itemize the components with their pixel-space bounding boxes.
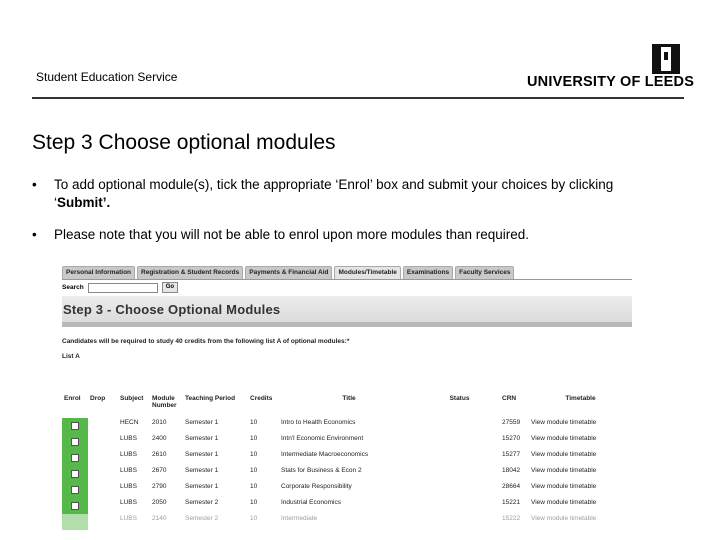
enrol-cell (62, 418, 88, 434)
table-row (62, 434, 632, 450)
banner-divider (62, 322, 632, 327)
instruction-text: Please note that you will not be able to enrol upon more modules than required. (54, 227, 530, 242)
crn-cell: 28664 (502, 483, 521, 490)
status-cell (419, 514, 500, 530)
timetable-link[interactable]: View module timetable (531, 499, 597, 506)
drop-cell (88, 418, 118, 434)
subject-cell[interactable]: HECN (120, 419, 139, 426)
credits-cell: 10 (250, 435, 258, 442)
period-cell: Semester 1 (185, 451, 219, 458)
crn-cell: 15277 (502, 451, 521, 458)
credits-cell: 10 (250, 483, 258, 490)
enrol-checkbox[interactable] (71, 502, 79, 510)
university-logo-icon (652, 44, 680, 74)
table-row (62, 498, 632, 514)
timetable-link[interactable]: View module timetable (531, 419, 597, 426)
status-cell (419, 418, 500, 434)
col-header-credits: Credits (250, 395, 273, 402)
credits-cell: 10 (250, 515, 258, 522)
bullet-icon: • (32, 227, 37, 242)
modules-table (62, 394, 632, 530)
table-row (62, 418, 632, 434)
status-cell (419, 466, 500, 482)
col-header-module-number: Module Number (152, 395, 177, 409)
status-cell (419, 482, 500, 498)
tab-faculty-services[interactable]: Faculty Services (455, 266, 514, 279)
period-cell: Semester 1 (185, 467, 219, 474)
col-header-timetable: Timetable (565, 395, 596, 402)
module-number-cell[interactable]: 2010 (152, 419, 167, 426)
nav-tabs (62, 266, 514, 279)
col-header-title: Title (342, 395, 356, 402)
subject-cell[interactable]: LUBS (120, 435, 137, 442)
table-header-row (62, 394, 632, 418)
module-number-cell[interactable]: 2610 (152, 451, 167, 458)
enrol-checkbox[interactable] (71, 470, 79, 478)
crn-cell: 15221 (502, 499, 521, 506)
crn-cell: 15270 (502, 435, 521, 442)
status-cell (419, 450, 500, 466)
instruction-item (32, 176, 672, 212)
subject-cell[interactable]: LUBS (120, 499, 137, 506)
search-label: Search (62, 284, 84, 291)
tab-bar-divider (62, 279, 632, 280)
enrol-cell (62, 498, 88, 514)
col-header-subject: Subject (120, 395, 144, 402)
page-title: Step 3 - Choose Optional Modules (63, 302, 281, 317)
tab-modules-timetable[interactable]: Modules/Timetable (334, 266, 400, 279)
table-row (62, 450, 632, 466)
enrol-cell (62, 434, 88, 450)
subject-cell[interactable]: LUBS (120, 483, 137, 490)
instruction-text: To add optional module(s), tick the appropriate ‘Enrol’ box and submit your choices by clicking ‘ (54, 177, 614, 210)
enrol-checkbox[interactable] (71, 422, 79, 430)
period-cell: Semester 2 (185, 499, 219, 506)
enrol-checkbox[interactable] (71, 438, 79, 446)
period-cell: Semester 1 (185, 435, 219, 442)
period-cell: Semester 1 (185, 483, 219, 490)
subject-cell[interactable]: LUBS (120, 451, 137, 458)
title-cell: Intn'l Economic Environment (281, 435, 364, 442)
title-cell: Stats for Business & Econ 2 (281, 467, 362, 474)
col-header-teaching-period: Teaching Period (185, 395, 236, 402)
go-button[interactable]: Go (162, 282, 178, 293)
timetable-link[interactable]: View module timetable (531, 451, 597, 458)
credits-cell: 10 (250, 467, 258, 474)
module-number-cell[interactable]: 2790 (152, 483, 167, 490)
enrol-cell (62, 514, 88, 530)
table-row-partial (62, 514, 632, 530)
enrol-checkbox[interactable] (71, 486, 79, 494)
drop-cell (88, 466, 118, 482)
table-row (62, 482, 632, 498)
page-banner (62, 296, 632, 322)
drop-cell (88, 482, 118, 498)
enrol-cell (62, 466, 88, 482)
title-cell: Intermediate (281, 515, 318, 522)
tab-examinations[interactable]: Examinations (403, 266, 453, 279)
module-number-cell[interactable]: 2140 (152, 515, 167, 522)
drop-cell (88, 450, 118, 466)
instruction-bold: Submit’. (57, 195, 111, 210)
period-cell: Semester 2 (185, 515, 219, 522)
module-number-cell[interactable]: 2400 (152, 435, 167, 442)
table-row (62, 466, 632, 482)
instruction-item (32, 226, 672, 244)
timetable-link[interactable]: View module timetable (531, 435, 597, 442)
timetable-link[interactable]: View module timetable (531, 483, 597, 490)
timetable-link[interactable]: View module timetable (531, 467, 597, 474)
title-cell: Intermediate Macroeconomics (281, 451, 369, 458)
module-number-cell[interactable]: 2050 (152, 499, 167, 506)
timetable-link[interactable]: View module timetable (531, 515, 597, 522)
tab-personal-information[interactable]: Personal Information (62, 266, 135, 279)
candidates-note: Candidates will be required to study 40 credits from the following list A of optional modules:* (62, 338, 350, 345)
credits-cell: 10 (250, 451, 258, 458)
search-input[interactable] (88, 283, 158, 293)
subject-cell[interactable]: LUBS (120, 515, 137, 522)
tab-registration[interactable]: Registration & Student Records (137, 266, 243, 279)
status-cell (419, 498, 500, 514)
col-header-drop: Drop (90, 395, 106, 402)
slide-title: Step 3 Choose optional modules (32, 131, 336, 154)
period-cell: Semester 1 (185, 419, 219, 426)
title-cell: Industrial Economics (281, 499, 341, 506)
enrol-cell (62, 482, 88, 498)
title-cell: Intro to Health Economics (281, 419, 356, 426)
subject-cell[interactable]: LUBS (120, 467, 137, 474)
col-header-status: Status (449, 395, 470, 402)
bullet-icon: • (32, 177, 37, 192)
col-header-enrol: Enrol (64, 395, 81, 402)
title-cell: Corporate Responsibility (281, 483, 352, 490)
status-cell (419, 434, 500, 450)
crn-cell: 18042 (502, 467, 521, 474)
module-number-cell[interactable]: 2670 (152, 467, 167, 474)
enrol-checkbox[interactable] (71, 454, 79, 462)
crn-cell: 27559 (502, 419, 521, 426)
drop-cell (88, 498, 118, 514)
credits-cell: 10 (250, 499, 258, 506)
enrol-cell (62, 450, 88, 466)
drop-cell (88, 434, 118, 450)
col-header-crn: CRN (502, 395, 517, 402)
header-divider (32, 97, 684, 99)
tab-payments[interactable]: Payments & Financial Aid (245, 266, 332, 279)
service-name: Student Education Service (36, 70, 178, 84)
instruction-list (32, 176, 672, 258)
drop-cell (88, 514, 118, 530)
crn-cell: 15222 (502, 515, 521, 522)
university-logo-text: UNIVERSITY OF LEEDS (527, 74, 695, 90)
search-bar (62, 282, 178, 293)
credits-cell: 10 (250, 419, 258, 426)
list-label: List A (62, 353, 80, 360)
